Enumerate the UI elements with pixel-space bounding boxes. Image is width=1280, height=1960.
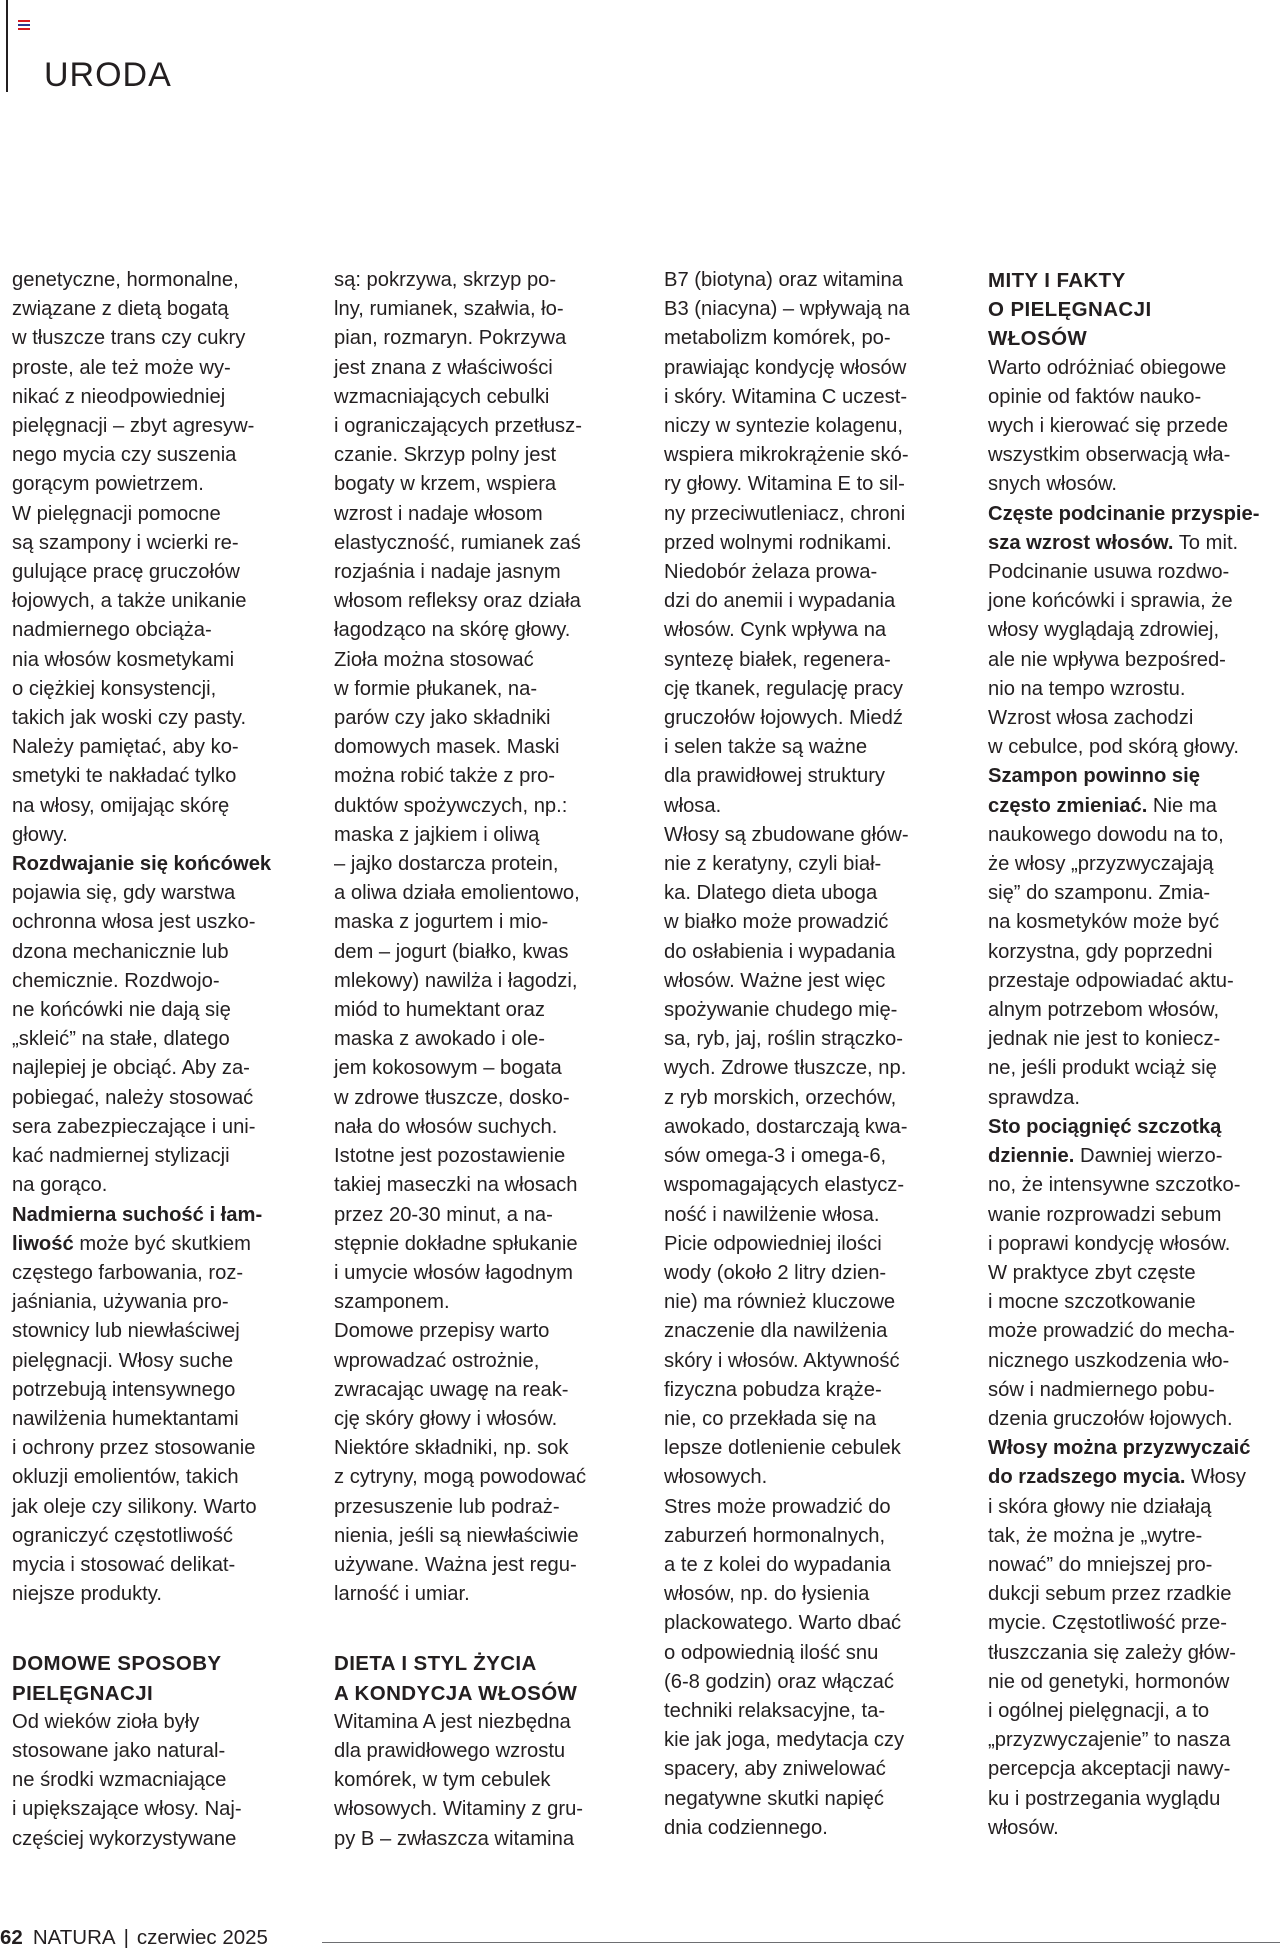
text-line: syntezę białek, regenera- xyxy=(664,648,891,671)
text-line: sów i nadmiernego pobu- xyxy=(988,1378,1215,1401)
text-line: maska z jajkiem i oliwą xyxy=(334,823,540,846)
text-line: wspomagających elastycz- xyxy=(664,1174,905,1197)
lead-tail: Włosy xyxy=(1185,1466,1247,1489)
text-line: związane z dietą bogatą xyxy=(12,298,229,321)
text-line: przesuszenie lub podraż- xyxy=(334,1495,560,1518)
lead-in: sza wzrost włosów. xyxy=(988,531,1174,554)
text-line: w formie płukanek, na- xyxy=(334,677,538,700)
text-line: a te z kolei do wypadania xyxy=(664,1553,891,1576)
page-number: 62 xyxy=(0,1926,23,1949)
text-line: Podcinanie usuwa rozdwo- xyxy=(988,561,1230,584)
text-line: nio na tempo wzrostu. xyxy=(988,677,1186,700)
lead-in: liwość xyxy=(12,1232,74,1255)
text-line: potrzebują intensywnego xyxy=(12,1378,236,1401)
text-line: nicznego uszkodzenia wło- xyxy=(988,1349,1230,1372)
text-line: naukowego dowodu na to, xyxy=(988,823,1224,846)
text-line: Witamina A jest niezbędna xyxy=(334,1710,571,1733)
text-line: alnym potrzebom włosów, xyxy=(988,999,1220,1022)
text-line: niejsze produkty. xyxy=(12,1583,162,1606)
text-line: Domowe przepisy warto xyxy=(334,1320,550,1343)
text-line: jednak nie jest to koniecz- xyxy=(988,1028,1221,1051)
text-line: a oliwa działa emolientowo, xyxy=(334,882,580,905)
text-line: i ogólnej pielęgnacji, a to xyxy=(988,1699,1210,1722)
text-line: duktów spożywczych, np.: xyxy=(334,794,568,817)
text-line: włosowych. xyxy=(664,1466,768,1489)
lead-in: często zmieniać. xyxy=(988,794,1148,817)
text-line: w cebulce, pod skórą głowy. xyxy=(988,736,1239,759)
magazine-name: NATURA xyxy=(32,1926,116,1949)
text-line: dzenia gruczołów łojowych. xyxy=(988,1407,1233,1430)
text-line: włosa. xyxy=(664,794,722,817)
text-line: maska z jogurtem i mio- xyxy=(334,911,549,934)
text-line: miód to humektant oraz xyxy=(334,999,545,1022)
text-line: ry głowy. Witamina E to sil- xyxy=(664,473,905,496)
heading-line: MITY I FAKTY xyxy=(988,269,1126,292)
text-line: niczy w syntezie kolagenu, xyxy=(664,415,904,438)
text-line: takich jak woski czy pasty. xyxy=(12,707,247,730)
text-line: ne, jeśli produkt wciąż się xyxy=(988,1057,1217,1080)
text-line: smetyki te nakładać tylko xyxy=(12,765,237,788)
text-line: Włosy są zbudowane głów- xyxy=(664,823,909,846)
paragraph xyxy=(988,1113,1264,1434)
text-line: korzystna, gdy poprzedni xyxy=(988,940,1213,963)
text-line: nie, co przekłada się na xyxy=(664,1407,877,1430)
paragraph xyxy=(664,1493,940,1843)
text-line: w białko może prowadzić xyxy=(664,911,889,934)
text-line: częstego farbowania, roz- xyxy=(12,1261,244,1284)
lead-tail: To mit. xyxy=(1173,531,1239,554)
lead-in: do rzadszego mycia. xyxy=(988,1466,1186,1489)
text-line: dzona mechanicznie lub xyxy=(12,940,229,963)
text-line: maska z awokado i ole- xyxy=(334,1028,545,1051)
text-line: włosom refleksy oraz działa xyxy=(334,590,581,613)
heading-line: O PIELĘGNACJI xyxy=(988,298,1152,322)
paragraph xyxy=(12,850,288,1200)
text-line: spożywanie chudego mię- xyxy=(664,999,898,1022)
text-line: „przyzwyczajenie” to nasza xyxy=(988,1729,1231,1752)
lead-in: Rozdwajanie się końcówek xyxy=(12,853,272,876)
text-line: opinie od faktów nauko- xyxy=(988,385,1202,408)
text-line: nała do włosów suchych. xyxy=(334,1115,558,1138)
text-line: przez 20-30 minut, a na- xyxy=(334,1203,553,1226)
text-line: i ograniczających przetłusz- xyxy=(334,415,582,438)
heading-line: DIETA I STYL ŻYCIA xyxy=(334,1652,537,1676)
text-line: łojowych, a także unikanie xyxy=(12,590,247,613)
lead-in: Szampon powinno się xyxy=(988,765,1200,788)
text-line: czanie. Skrzyp polny jest xyxy=(334,444,557,467)
paragraph xyxy=(12,500,288,850)
text-line: larność i umiar. xyxy=(334,1583,470,1606)
text-line: jaśniania, używania pro- xyxy=(12,1291,229,1314)
text-line: wych i kierować się przede xyxy=(988,415,1229,438)
text-line: na włosy, omijając skórę xyxy=(12,794,230,817)
text-line: zwracając uwagę na reak- xyxy=(334,1378,569,1401)
text-line: wzrost i nadaje włosom xyxy=(334,502,543,525)
text-line: gorącym powietrzem. xyxy=(12,473,204,496)
text-line: pian, rozmaryn. Pokrzywa xyxy=(334,327,567,350)
text-line: Niedobór żelaza prowa- xyxy=(664,561,878,584)
text-line: i umycie włosów łagodnym xyxy=(334,1261,573,1284)
text-line: pobiegać, należy stosować xyxy=(12,1086,254,1109)
text-line: i mocne szczotkowanie xyxy=(988,1291,1196,1314)
section-heading xyxy=(988,266,1264,354)
text-line: Warto odróżniać obiegowe xyxy=(988,356,1227,379)
text-line: Od wieków zioła były xyxy=(12,1710,200,1733)
text-line: py B – zwłaszcza witamina xyxy=(334,1827,575,1850)
section-heading xyxy=(12,1649,288,1707)
text-line: i upiększające włosy. Naj- xyxy=(12,1798,242,1821)
text-line: tak, że można je „wytre- xyxy=(988,1524,1203,1547)
paragraph xyxy=(988,500,1264,763)
text-line: częściej wykorzystywane xyxy=(12,1827,237,1850)
text-line: zaburzeń hormonalnych, xyxy=(664,1524,886,1547)
text-line: – jajko dostarcza protein, xyxy=(334,853,559,876)
paragraph xyxy=(12,266,288,500)
text-line: dzi do anemii i wypadania xyxy=(664,590,896,613)
text-line: dla prawidłowej struktury xyxy=(664,765,886,788)
text-line: głowy. xyxy=(12,823,68,846)
text-line: sów omega-3 i omega-6, xyxy=(664,1145,887,1168)
text-line: stosowane jako natural- xyxy=(12,1739,226,1762)
text-line: z ryb morskich, orzechów, xyxy=(664,1086,897,1109)
text-line: fizyczna pobudza krąże- xyxy=(664,1378,882,1401)
text-line: Istotne jest pozostawienie xyxy=(334,1145,566,1168)
text-line: wych. Zdrowe tłuszcze, np. xyxy=(664,1057,907,1080)
text-line: na kosmetyków może być xyxy=(988,911,1220,934)
text-line: bogaty w krzem, wspiera xyxy=(334,473,557,496)
heading-line: DOMOWE SPOSOBY xyxy=(12,1652,222,1676)
text-line: Zioła można stosować xyxy=(334,648,534,671)
section-heading xyxy=(334,1649,610,1707)
text-line: z cytryny, mogą powodować xyxy=(334,1466,587,1489)
text-line: elastyczność, rumianek zaś xyxy=(334,531,581,554)
text-line: cję skóry głowy i włosów. xyxy=(334,1407,558,1430)
text-line: się” do szamponu. Zmia- xyxy=(988,882,1211,905)
text-line: negatywne skutki napięć xyxy=(664,1787,884,1810)
text-line: w tłuszcze trans czy cukry xyxy=(12,327,246,350)
paragraph xyxy=(988,354,1264,500)
text-line: metabolizm komórek, po- xyxy=(664,327,891,350)
text-line: ochronna włosa jest uszko- xyxy=(12,911,256,934)
text-line: i poprawi kondycję włosów. xyxy=(988,1232,1231,1255)
text-line: nego mycia czy suszenia xyxy=(12,444,237,467)
text-line: sa, ryb, jaj, roślin strączko- xyxy=(664,1028,903,1051)
text-line: Należy pamiętać, aby ko- xyxy=(12,736,239,759)
text-line: lny, rumianek, szałwia, ło- xyxy=(334,298,564,321)
text-line: ność i nawilżenie włosa. xyxy=(664,1203,880,1226)
text-line: ny przeciwutleniacz, chroni xyxy=(664,502,906,525)
text-line: (6-8 godzin) oraz włączać xyxy=(664,1670,895,1693)
text-line: wanie rozprowadzi sebum xyxy=(988,1203,1222,1226)
text-line: ale nie wpływa bezpośred- xyxy=(988,648,1226,671)
text-line: Stres może prowadzić do xyxy=(664,1495,891,1518)
paragraph xyxy=(988,762,1264,1112)
text-line: i selen także są ważne xyxy=(664,736,868,759)
text-line: pielęgnacji. Włosy suche xyxy=(12,1349,234,1372)
text-line: lepsze dotlenienie cebulek xyxy=(664,1437,901,1460)
text-line: komórek, w tym cebulek xyxy=(334,1769,551,1792)
text-line: nikać z nieodpowiedniej xyxy=(12,385,226,408)
text-line: używane. Ważna jest regu- xyxy=(334,1553,577,1576)
text-line: snych włosów. xyxy=(988,473,1118,496)
text-line: nie) ma również kluczowe xyxy=(664,1291,896,1314)
text-line: nia włosów kosmetykami xyxy=(12,648,235,671)
text-line: chemicznie. Rozdwojo- xyxy=(12,969,220,992)
header-rule xyxy=(6,0,8,92)
text-line: plackowatego. Warto dbać xyxy=(664,1612,902,1635)
text-line: najlepiej je obciąć. Aby za- xyxy=(12,1057,250,1080)
paragraph xyxy=(334,646,610,1318)
issue-date: czerwiec 2025 xyxy=(136,1926,268,1949)
flag-stripe-3 xyxy=(18,28,30,30)
text-line: nie z keratyny, czyli biał- xyxy=(664,853,882,876)
text-line: takiej maseczki na włosach xyxy=(334,1174,578,1197)
flag-stripe-2 xyxy=(18,24,30,26)
paragraph xyxy=(334,1317,610,1609)
text-line: wzmacniających cebulki xyxy=(334,385,550,408)
column-1 xyxy=(12,266,288,1854)
lead-tail: może być skutkiem xyxy=(73,1232,251,1255)
text-line: domowych masek. Maski xyxy=(334,736,560,759)
text-line: ka. Dlatego dieta uboga xyxy=(664,882,878,905)
text-line: kać nadmiernej stylizacji xyxy=(12,1145,230,1168)
text-line: no, że intensywne szczotko- xyxy=(988,1174,1241,1197)
paragraph xyxy=(12,1708,288,1854)
text-line: mycia i stosować delikat- xyxy=(12,1553,236,1576)
text-line: znaczenie dla nawilżenia xyxy=(664,1320,888,1343)
text-line: Picie odpowiedniej ilości xyxy=(664,1232,882,1255)
text-line: rozjaśnia i nadaje jasnym xyxy=(334,561,561,584)
text-line: o ciężkiej konsystencji, xyxy=(12,677,217,700)
text-line: nie od genetyki, hormonów xyxy=(988,1670,1230,1693)
text-line: wspiera mikrokrążenie skó- xyxy=(664,444,909,467)
text-line: ku i postrzegania wyglądu xyxy=(988,1787,1221,1810)
text-line: nować” do mniejszej pro- xyxy=(988,1553,1213,1576)
heading-line: A KONDYCJA WŁOSÓW xyxy=(334,1681,578,1705)
footer-separator: | xyxy=(123,1926,129,1949)
text-line: włosów. xyxy=(988,1816,1059,1839)
text-line: łagodząco na skórę głowy. xyxy=(334,619,571,642)
text-line: jem kokosowym – bogata xyxy=(334,1057,562,1080)
text-line: prawiając kondycję włosów xyxy=(664,356,907,379)
text-line: i skóry. Witamina C uczest- xyxy=(664,385,908,408)
text-line: spacery, aby zniwelować xyxy=(664,1758,886,1781)
text-line: wody (około 2 litry dzien- xyxy=(664,1261,887,1284)
text-line: pielęgnacji – zbyt agresyw- xyxy=(12,415,255,438)
text-line: szamponem. xyxy=(334,1291,450,1314)
text-line: dem – jogurt (białko, kwas xyxy=(334,940,569,963)
column-3 xyxy=(664,266,940,1843)
text-line: i ochrony przez stosowanie xyxy=(12,1437,256,1460)
text-line: Wzrost włosa zachodzi xyxy=(988,707,1194,730)
text-line: nienia, jeśli są niewłaściwie xyxy=(334,1524,579,1547)
lead-in: Włosy można przyzwyczaić xyxy=(988,1437,1251,1460)
text-line: wprowadzać ostrożnie, xyxy=(334,1349,540,1372)
text-line: tłuszczania się zależy głów- xyxy=(988,1641,1236,1664)
flag-icon xyxy=(18,20,30,32)
text-line: do osłabienia i wypadania xyxy=(664,940,896,963)
paragraph xyxy=(334,1708,610,1854)
text-line: dukcji sebum przez rzadkie xyxy=(988,1583,1232,1606)
heading-line: PIELĘGNACJI xyxy=(12,1681,154,1705)
text-line: kie jak joga, medytacja czy xyxy=(664,1729,905,1752)
text-line: cję tkanek, regulację pracy xyxy=(664,677,904,700)
text-line: ne końcówki nie dają się xyxy=(12,999,231,1022)
text-line: gruczołów łojowych. Miedź xyxy=(664,707,903,730)
text-line: mlekowy) nawilża i łagodzi, xyxy=(334,969,578,992)
text-line: sera zabezpieczające i uni- xyxy=(12,1115,256,1138)
text-line: okluzji emolientów, takich xyxy=(12,1466,239,1489)
text-line: stownicy lub niewłaściwej xyxy=(12,1320,240,1343)
text-line: gulujące pracę gruczołów xyxy=(12,561,240,584)
paragraph xyxy=(664,266,940,821)
text-line: przestaje odpowiadać aktu- xyxy=(988,969,1234,992)
text-line: włosów, np. do łysienia xyxy=(664,1583,870,1606)
text-line: na gorąco. xyxy=(12,1174,108,1197)
text-line: skóry i włosów. Aktywność xyxy=(664,1349,900,1372)
text-line: włosy wyglądają zdrowiej, xyxy=(988,619,1220,642)
text-line: percepcja akceptacji nawy- xyxy=(988,1758,1231,1781)
heading-line: WŁOSÓW xyxy=(988,327,1088,351)
text-line: ograniczyć częstotliwość xyxy=(12,1524,234,1547)
lead-tail: Dawniej wierzo- xyxy=(1074,1145,1223,1168)
page-footer xyxy=(0,1924,268,1952)
text-line: są szampony i wcierki re- xyxy=(12,531,239,554)
column-4 xyxy=(988,266,1264,1843)
text-line: stępnie dokładne spłukanie xyxy=(334,1232,578,1255)
text-line: W pielęgnacji pomocne xyxy=(12,502,221,525)
text-line: pojawia się, gdy warstwa xyxy=(12,882,236,905)
text-line: i skóra głowy nie działają xyxy=(988,1495,1212,1518)
text-line: w zdrowe tłuszcze, dosko- xyxy=(334,1086,570,1109)
lead-in: Częste podcinanie przyspie- xyxy=(988,502,1260,525)
text-line: proste, ale też może wy- xyxy=(12,356,231,379)
lead-tail: Nie ma xyxy=(1147,794,1217,817)
lead-in: Nadmierna suchość i łam- xyxy=(12,1203,263,1226)
text-line: przed wolnymi rodnikami. xyxy=(664,531,892,554)
paragraph xyxy=(988,1434,1264,1843)
paragraph xyxy=(664,1230,940,1493)
text-line: jone końcówki i sprawia, że xyxy=(988,590,1233,613)
paragraph xyxy=(334,266,610,646)
text-line: parów czy jako składniki xyxy=(334,707,551,730)
text-line: można robić także z pro- xyxy=(334,765,556,788)
text-line: techniki relaksacyjne, ta- xyxy=(664,1699,886,1722)
text-line: włosowych. Witaminy z gru- xyxy=(334,1798,584,1821)
lead-in: Sto pociągnięć szczotką xyxy=(988,1115,1222,1138)
text-line: włosów. Cynk wpływa na xyxy=(664,619,887,642)
text-line: jest znana z właściwości xyxy=(334,356,553,379)
text-line: Niektóre składniki, np. sok xyxy=(334,1437,569,1460)
text-line: włosów. Ważne jest więc xyxy=(664,969,886,992)
text-line: mycie. Częstotliwość prze- xyxy=(988,1612,1227,1635)
text-line: ne środki wzmacniające xyxy=(12,1769,227,1792)
text-line: wszystkim obserwacją wła- xyxy=(988,444,1231,467)
text-line: dla prawidłowego wzrostu xyxy=(334,1739,566,1762)
text-line: awokado, dostarczają kwa- xyxy=(664,1115,908,1138)
text-line: dnia codziennego. xyxy=(664,1816,828,1839)
lead-in: dziennie. xyxy=(988,1145,1075,1168)
paragraph xyxy=(12,1201,288,1610)
text-line: o odpowiednią ilość snu xyxy=(664,1641,879,1664)
paragraph xyxy=(664,821,940,1230)
text-line: „skleić” na stałe, dlatego xyxy=(12,1028,230,1051)
text-line: że włosy „przyzwyczajają xyxy=(988,853,1214,876)
text-line: może prowadzić do mecha- xyxy=(988,1320,1235,1343)
text-line: genetyczne, hormonalne, xyxy=(12,269,239,291)
text-line: nawilżenia humektantami xyxy=(12,1407,239,1430)
text-line: są: pokrzywa, skrzyp po- xyxy=(334,269,557,291)
text-line: nadmiernego obciąża- xyxy=(12,619,212,642)
text-line: sprawdza. xyxy=(988,1086,1081,1109)
text-line: B3 (niacyna) – wpływają na xyxy=(664,298,910,321)
section-title: URODA xyxy=(44,56,172,94)
flag-stripe-1 xyxy=(18,20,30,22)
column-2 xyxy=(334,266,610,1854)
text-line: jak oleje czy silikony. Warto xyxy=(12,1495,257,1518)
footer-rule xyxy=(322,1942,1280,1943)
text-line: B7 (biotyna) oraz witamina xyxy=(664,269,903,291)
text-line: W praktyce zbyt częste xyxy=(988,1261,1196,1284)
